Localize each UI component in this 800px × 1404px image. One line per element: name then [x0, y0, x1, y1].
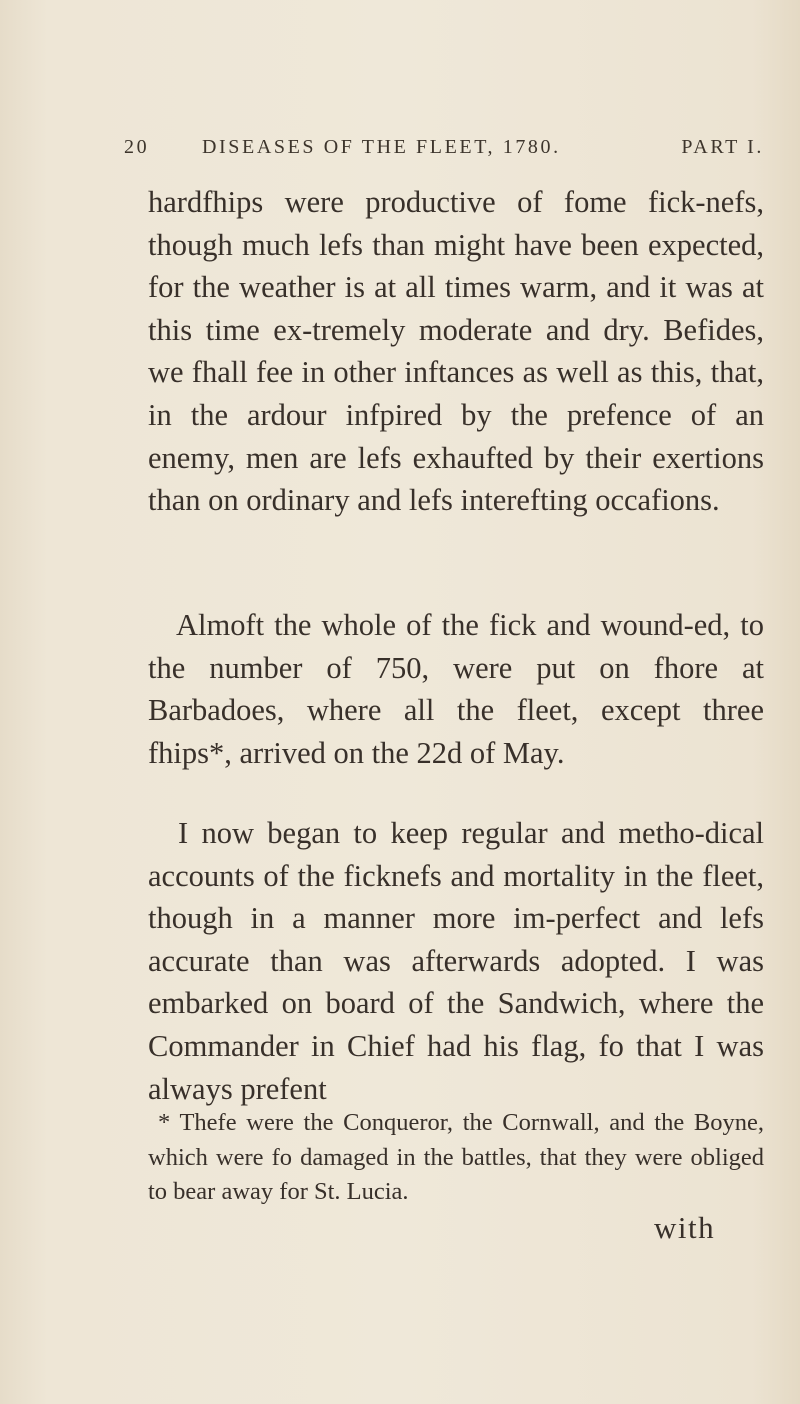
- paragraph-3: I now began to keep regular and metho-dical accounts of the ficknefs and mortality in the fleet, though in a manner more im-perfect and lefs accurate than was afterwards adopted. I was embarked on board of the Sandwich, where the Commander in Chief had his flag, fo that I was always prefent: [148, 816, 764, 1106]
- catchword: with: [654, 1210, 716, 1245]
- paragraph-2: Almoft the whole of the fick and wound-ed, to the number of 750, were put on fhore at Barbadoes, where all the fleet, except three fhips*, arrived on the 22d of May.: [148, 608, 764, 770]
- page-number: 20: [124, 136, 150, 158]
- paragraph-1: hardfhips were productive of fome fick-nefs, though much lefs than might have been expected, for the weather is at all times warm, and it was at this time ex-tremely moderate and dry. Befides, we fhall fee in other inftances as well as this, that, in the ardour infpired by the prefence of an enemy, men are lefs exhaufted by their exertions than on ordinary and lefs interefting occafions.: [148, 185, 764, 518]
- part-label: PART I.: [681, 136, 764, 158]
- running-head: [124, 136, 764, 166]
- running-title: DISEASES OF THE FLEET, 1780.: [202, 136, 561, 158]
- footnote: * Thefe were the Conqueror, the Cornwall, and the Boyne, which were fo damaged in the battles, that they were obliged to bear away for St. Lucia.: [148, 1109, 764, 1205]
